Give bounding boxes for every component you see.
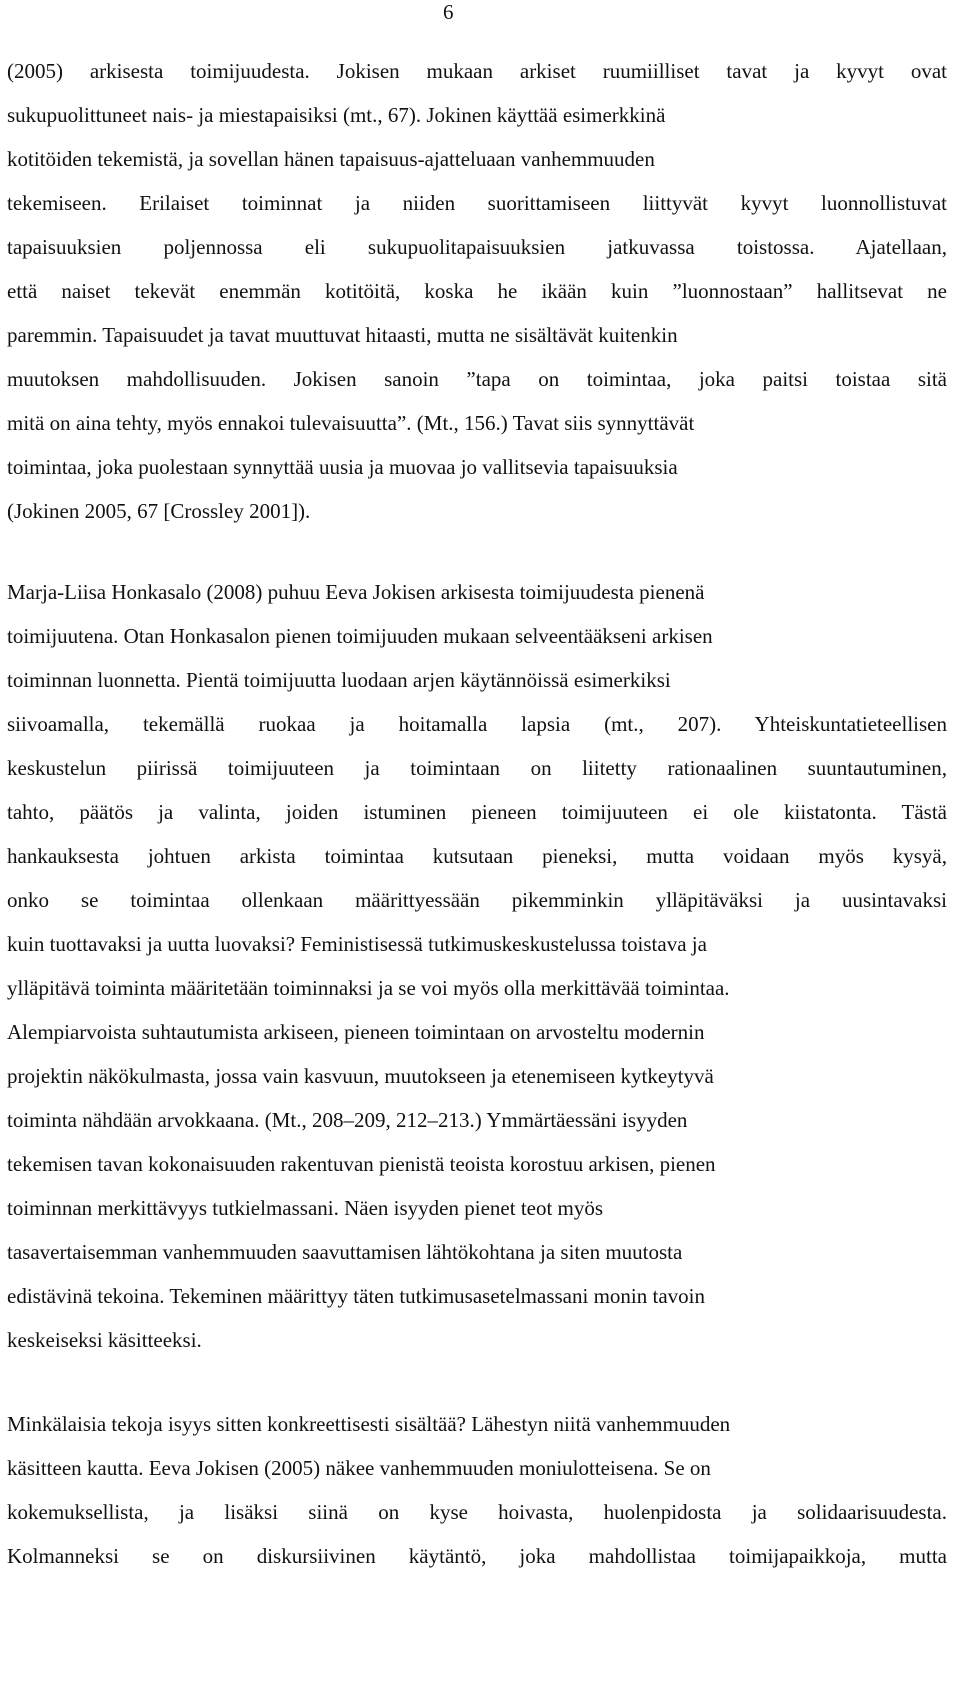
text-line: sukupuolittuneet nais- ja miestapaisiksi (mt., 67). Jokinen käyttää esimerkkinä bbox=[7, 103, 666, 127]
text-line: hankauksesta johtuen arkista toimintaa kutsutaan pieneksi, mutta voidaan myös kysyä, bbox=[7, 844, 947, 868]
text-line: Minkälaisia tekoja isyys sitten konkreettisesti sisältää? Lähestyn niitä vanhemmuuden bbox=[7, 1412, 731, 1436]
text-line: kotitöiden tekemistä, ja sovellan hänen tapaisuus-ajatteluaan vanhemmuuden bbox=[7, 147, 655, 171]
text-line: siivoamalla, tekemällä ruokaa ja hoitamalla lapsia (mt., 207). Yhteiskuntatieteellisen bbox=[7, 712, 947, 736]
text-line: mitä on aina tehty, myös ennakoi tulevaisuutta”. (Mt., 156.) Tavat siis synnyttävät bbox=[7, 411, 695, 435]
text-line: käsitteen kautta. Eeva Jokisen (2005) näkee vanhemmuuden moniulotteisena. Se on bbox=[7, 1456, 711, 1480]
text-line: keskustelun piirissä toimijuuteen ja toimintaan on liitetty rationaalinen suuntautuminen, bbox=[7, 756, 947, 780]
text-line: tekemisen tavan kokonaisuuden rakentuvan pienistä teoista korostuu arkisen, pienen bbox=[7, 1152, 716, 1176]
text-line: Alempiarvoista suhtautumista arkiseen, pieneen toimintaan on arvosteltu modernin bbox=[7, 1020, 705, 1044]
text-line: (Jokinen 2005, 67 [Crossley 2001]). bbox=[7, 499, 311, 523]
text-line: toiminnan merkittävyys tutkielmassani. Näen isyyden pienet teot myös bbox=[7, 1196, 604, 1220]
text-line: kuin tuottavaksi ja uutta luovaksi? Feministisessä tutkimuskeskustelussa toistava ja bbox=[7, 932, 707, 956]
paragraph-pieni-toimijuus bbox=[7, 570, 947, 1362]
text-line: että naiset tekevät enemmän kotitöitä, koska he ikään kuin ”luonnostaan” hallitsevat ne bbox=[7, 279, 947, 303]
text-line: tasavertaisemman vanhemmuuden saavuttamisen lähtökohtana ja siten muutosta bbox=[7, 1240, 683, 1264]
text-line: toimintaa, joka puolestaan synnyttää uusia ja muovaa jo vallitsevia tapaisuuksia bbox=[7, 455, 678, 479]
text-line: paremmin. Tapaisuudet ja tavat muuttuvat hitaasti, mutta ne sisältävät kuitenkin bbox=[7, 323, 678, 347]
text-line: toiminnan luonnetta. Pientä toimijuutta luodaan arjen käytännöissä esimerkiksi bbox=[7, 668, 671, 692]
text-line: muutoksen mahdollisuuden. Jokisen sanoin ”tapa on toimintaa, joka paitsi toistaa sitä bbox=[7, 367, 947, 391]
text-line: (2005) arkisesta toimijuudesta. Jokisen mukaan arkiset ruumiilliset tavat ja kyvyt ovat bbox=[7, 59, 947, 83]
text-line: tekemiseen. Erilaiset toiminnat ja niiden suorittamiseen liittyvät kyvyt luonnollistuvat bbox=[7, 191, 947, 215]
text-line: ylläpitävä toiminta määritetään toiminnaksi ja se voi myös olla merkittävää toimintaa. bbox=[7, 976, 730, 1000]
text-line: toimijuutena. Otan Honkasalon pienen toimijuuden mukaan selveentääkseni arkisen bbox=[7, 624, 713, 648]
text-line: edistävinä tekoina. Tekeminen määrittyy täten tutkimusasetelmassani monin tavoin bbox=[7, 1284, 705, 1308]
text-line: Marja-Liisa Honkasalo (2008) puhuu Eeva Jokisen arkisesta toimijuudesta pienenä bbox=[7, 580, 705, 604]
text-line: Kolmanneksi se on diskursiivinen käytäntö, joka mahdollistaa toimijapaikkoja, mutta bbox=[7, 1544, 947, 1568]
text-line: toiminta nähdään arvokkaana. (Mt., 208–209, 212–213.) Ymmärtäessäni isyyden bbox=[7, 1108, 688, 1132]
paragraph-tapaisuus bbox=[7, 49, 947, 533]
text-line: projektin näkökulmasta, jossa vain kasvuun, muutokseen ja etenemiseen kytkeytyvä bbox=[7, 1064, 714, 1088]
page-number: 6 bbox=[443, 0, 454, 24]
text-line: tahto, päätös ja valinta, joiden istuminen pieneen toimijuuteen ei ole kiistatonta. Tästä bbox=[7, 800, 947, 824]
text-line: kokemuksellista, ja lisäksi siinä on kyse hoivasta, huolenpidosta ja solidaarisuudesta. bbox=[7, 1500, 947, 1524]
paragraph-vanhemmuus bbox=[7, 1402, 947, 1578]
text-line: keskeiseksi käsitteeksi. bbox=[7, 1328, 202, 1352]
text-line: onko se toimintaa ollenkaan määrittyessään pikemminkin ylläpitäväksi ja uusintavaksi bbox=[7, 888, 947, 912]
text-line: tapaisuuksien poljennossa eli sukupuolitapaisuuksien jatkuvassa toistossa. Ajatellaan, bbox=[7, 235, 947, 259]
